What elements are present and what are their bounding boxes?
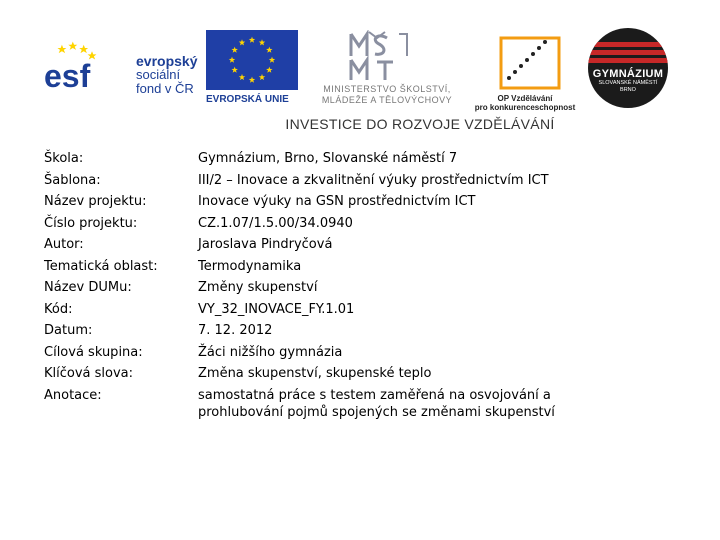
msmt-line1: MINISTERSTVO ŠKOLSTVÍ, xyxy=(323,84,451,94)
info-row xyxy=(44,170,694,192)
eu-flag-icon xyxy=(206,30,298,90)
gymnazium-logo xyxy=(586,24,672,106)
info-value: Gymnázium, Brno, Slovanské náměstí 7 xyxy=(198,151,458,166)
project-info-table xyxy=(44,148,694,421)
msmt-mark-icon xyxy=(347,30,417,82)
info-row xyxy=(44,191,694,213)
info-row xyxy=(44,277,694,299)
info-label: Škola: xyxy=(44,151,84,166)
info-row xyxy=(44,320,694,342)
info-value: Změna skupenství, skupenské teplo xyxy=(198,366,432,381)
gymnazium-title: GYMNÁZIUM xyxy=(592,68,664,80)
info-label: Klíčová slova: xyxy=(44,366,134,381)
esf-line1: evropský xyxy=(136,53,198,69)
info-label: Tematická oblast: xyxy=(44,258,158,274)
info-label: Číslo projektu: xyxy=(44,215,138,231)
badge-stripe xyxy=(588,42,668,47)
gymnazium-line1: SLOVANSKÉ NÁMĚSTÍ xyxy=(598,80,658,86)
info-value: CZ.1.07/1.5.00/34.0940 xyxy=(198,215,353,231)
op-logo xyxy=(470,24,580,112)
eu-logo xyxy=(206,24,301,106)
investment-tagline: INVESTICE DO ROZVOJE VZDĚLÁVÁNÍ xyxy=(285,116,555,132)
info-value: Změny skupenství xyxy=(198,280,318,295)
info-value: Termodynamika xyxy=(198,258,302,274)
info-label: Šablona: xyxy=(44,172,101,188)
info-label: Kód: xyxy=(44,301,73,317)
info-label: Název projektu: xyxy=(44,194,147,209)
msmt-logo xyxy=(307,24,467,106)
badge-stripe xyxy=(588,58,668,63)
info-label: Autor: xyxy=(44,237,84,252)
esf-line3: fond v ČR xyxy=(136,81,194,96)
eu-label: EVROPSKÁ UNIE xyxy=(206,94,289,105)
info-value: Inovace výuky na GSN prostřednictvím ICT xyxy=(198,194,476,209)
msmt-line2: MLÁDEŽE A TĚLOVÝCHOVY xyxy=(321,95,453,105)
info-row xyxy=(44,363,694,385)
info-value: III/2 – Inovace a zkvalitnění výuky prostřednictvím ICT xyxy=(198,172,549,188)
esf-logo xyxy=(40,24,198,106)
esf-mark-text: esf xyxy=(44,58,91,95)
op-text xyxy=(470,94,580,112)
info-row xyxy=(44,256,694,278)
info-label: Název DUMu: xyxy=(44,280,132,295)
esf-text xyxy=(136,54,197,96)
info-value: samostatná práce s testem zaměřená na osvojování a prohlubování pojmů spojených se změnami skupenství xyxy=(198,387,555,420)
gymnazium-line2: BRNO xyxy=(620,87,636,93)
info-label: Cílová skupina: xyxy=(44,344,143,360)
badge-stripe xyxy=(588,50,668,55)
info-value: Žáci nižšího gymnázia xyxy=(198,344,343,360)
info-value: VY_32_INOVACE_FY.1.01 xyxy=(198,301,355,317)
logo-bar xyxy=(40,24,700,136)
esf-mark-icon xyxy=(44,26,108,102)
info-row xyxy=(44,342,694,364)
info-value: Jaroslava Pindryčová xyxy=(198,237,333,252)
esf-line2: sociální xyxy=(136,67,181,82)
op-line2: pro konkurenceschopnost xyxy=(474,103,576,112)
info-label: Anotace: xyxy=(44,387,102,403)
msmt-text xyxy=(307,84,467,106)
info-row xyxy=(44,299,694,321)
info-row xyxy=(44,213,694,235)
info-label: Datum: xyxy=(44,323,93,338)
info-row xyxy=(44,385,694,421)
gymnazium-subtitle xyxy=(588,80,668,94)
op-vzdelavani-icon xyxy=(495,32,565,94)
info-row xyxy=(44,148,694,170)
op-line1: OP Vzdělávání xyxy=(497,94,553,103)
info-value: 7. 12. 2012 xyxy=(198,323,273,338)
gymnazium-badge-icon xyxy=(588,28,668,108)
info-row xyxy=(44,234,694,256)
